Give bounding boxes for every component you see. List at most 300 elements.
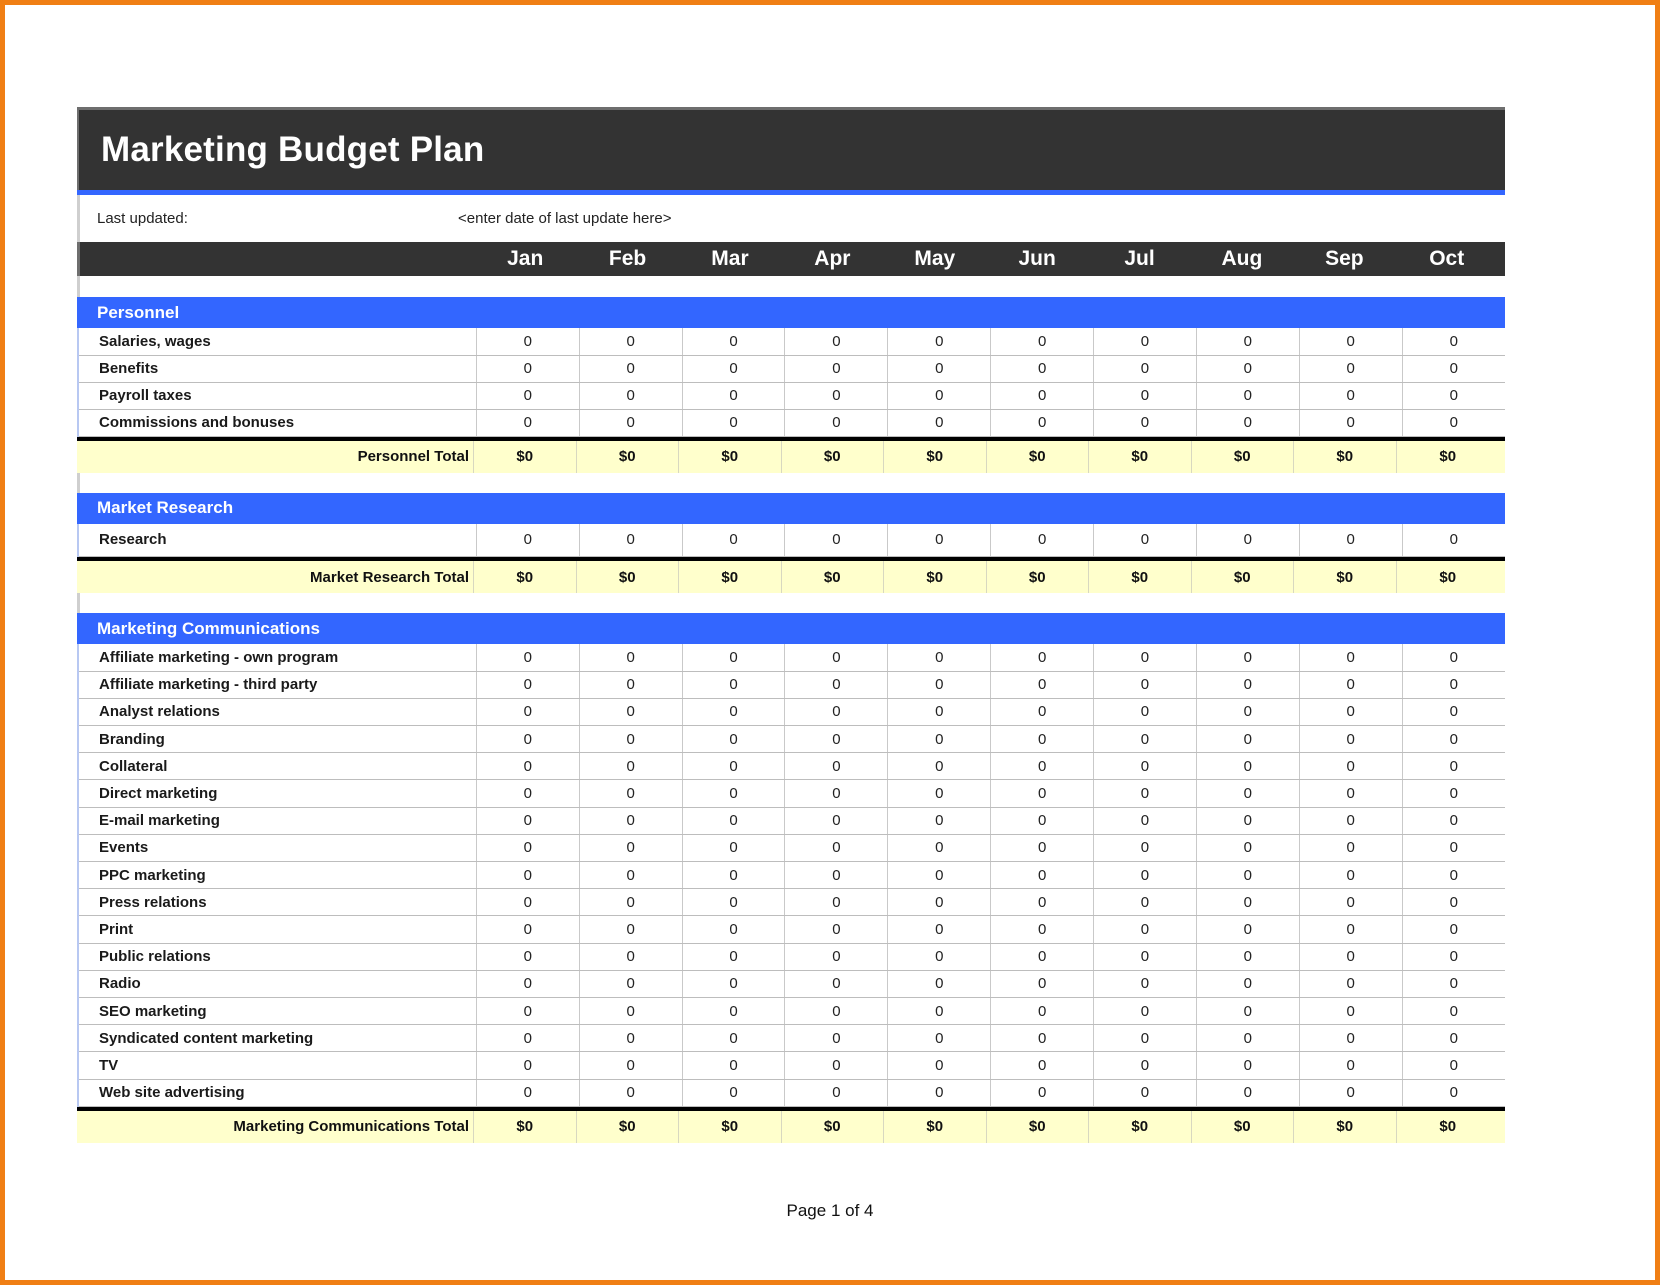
table-row <box>78 1025 1505 1052</box>
value-cell[interactable]: 0 <box>1402 862 1505 889</box>
table-row <box>78 671 1505 698</box>
value-cell[interactable]: 0 <box>888 889 991 916</box>
value-cell[interactable]: 0 <box>1196 328 1299 355</box>
table-row <box>78 834 1505 861</box>
total-cell: $0 <box>987 441 1090 473</box>
value-cell[interactable]: 0 <box>579 1025 682 1052</box>
table-row <box>78 943 1505 970</box>
value-cell[interactable]: 0 <box>1196 671 1299 698</box>
value-cell[interactable]: 0 <box>579 726 682 753</box>
value-cell[interactable]: 0 <box>1196 409 1299 436</box>
table-row <box>78 970 1505 997</box>
personnel-table <box>77 328 1505 437</box>
value-cell[interactable]: 0 <box>888 807 991 834</box>
row-label: Payroll taxes <box>78 382 476 409</box>
month-header-cell: Mar <box>711 247 749 270</box>
value-cell[interactable]: 0 <box>1299 698 1402 725</box>
value-cell[interactable]: 0 <box>476 698 579 725</box>
month-header-cell: Feb <box>608 247 647 270</box>
value-cell[interactable]: 0 <box>682 1025 785 1052</box>
value-cell[interactable]: 0 <box>1402 698 1505 725</box>
value-cell[interactable]: 0 <box>1094 834 1197 861</box>
total-cell: $0 <box>679 561 782 593</box>
value-cell[interactable]: 0 <box>1196 644 1299 671</box>
value-cell[interactable]: 0 <box>1402 382 1505 409</box>
value-cell[interactable]: 0 <box>682 916 785 943</box>
total-cell: $0 <box>474 441 577 473</box>
value-cell[interactable]: 0 <box>785 834 888 861</box>
total-label: Market Research Total <box>77 561 474 593</box>
value-cell[interactable]: 0 <box>1094 970 1197 997</box>
value-cell[interactable]: 0 <box>888 409 991 436</box>
total-cell: $0 <box>474 561 577 593</box>
value-cell[interactable]: 0 <box>1196 916 1299 943</box>
value-cell[interactable]: 0 <box>476 997 579 1024</box>
row-label: Salaries, wages <box>78 328 476 355</box>
value-cell[interactable]: 0 <box>682 328 785 355</box>
table-row <box>78 726 1505 753</box>
value-cell[interactable]: 0 <box>991 1025 1094 1052</box>
row-label: Syndicated content marketing <box>78 1025 476 1052</box>
value-cell[interactable]: 0 <box>1299 970 1402 997</box>
value-cell[interactable]: 0 <box>579 1079 682 1106</box>
total-label: Personnel Total <box>77 441 474 473</box>
value-cell[interactable]: 0 <box>1094 807 1197 834</box>
value-cell[interactable]: 0 <box>991 753 1094 780</box>
value-cell[interactable]: 0 <box>579 970 682 997</box>
value-cell[interactable]: 0 <box>579 807 682 834</box>
value-cell[interactable]: 0 <box>682 524 785 557</box>
value-cell[interactable]: 0 <box>476 753 579 780</box>
value-cell[interactable]: 0 <box>1196 807 1299 834</box>
month-header-cell: May <box>914 247 956 270</box>
value-cell[interactable]: 0 <box>888 970 991 997</box>
value-cell[interactable]: 0 <box>682 780 785 807</box>
value-cell[interactable]: 0 <box>1196 862 1299 889</box>
value-cell[interactable]: 0 <box>1299 943 1402 970</box>
last-updated-row <box>77 195 1505 242</box>
month-header-cell: Jun <box>1018 247 1056 270</box>
value-cell[interactable]: 0 <box>991 409 1094 436</box>
total-row-personnel <box>77 437 1505 473</box>
value-cell[interactable]: 0 <box>785 889 888 916</box>
row-label: Events <box>78 834 476 861</box>
row-label: PPC marketing <box>78 862 476 889</box>
total-cell: $0 <box>782 561 885 593</box>
value-cell[interactable]: 0 <box>1094 889 1197 916</box>
value-cell[interactable]: 0 <box>888 644 991 671</box>
value-cell[interactable]: 0 <box>785 780 888 807</box>
value-cell[interactable]: 0 <box>1402 524 1505 557</box>
value-cell[interactable]: 0 <box>476 862 579 889</box>
total-cell: $0 <box>1089 1111 1192 1143</box>
value-cell[interactable]: 0 <box>785 671 888 698</box>
value-cell[interactable]: 0 <box>888 726 991 753</box>
value-cell[interactable]: 0 <box>785 524 888 557</box>
value-cell[interactable]: 0 <box>682 834 785 861</box>
value-cell[interactable]: 0 <box>1402 807 1505 834</box>
row-label: E-mail marketing <box>78 807 476 834</box>
value-cell[interactable]: 0 <box>682 726 785 753</box>
value-cell[interactable]: 0 <box>682 862 785 889</box>
value-cell[interactable]: 0 <box>1196 997 1299 1024</box>
value-cell[interactable]: 0 <box>991 524 1094 557</box>
row-label: Benefits <box>78 355 476 382</box>
month-header-cell: Apr <box>814 247 851 270</box>
value-cell[interactable]: 0 <box>579 328 682 355</box>
value-cell[interactable]: 0 <box>1094 644 1197 671</box>
value-cell[interactable]: 0 <box>682 807 785 834</box>
value-cell[interactable]: 0 <box>1196 698 1299 725</box>
value-cell[interactable]: 0 <box>1094 916 1197 943</box>
value-cell[interactable]: 0 <box>1299 409 1402 436</box>
value-cell[interactable]: 0 <box>1299 671 1402 698</box>
value-cell[interactable]: 0 <box>888 834 991 861</box>
table-row <box>78 382 1505 409</box>
value-cell[interactable]: 0 <box>888 1079 991 1106</box>
value-cell[interactable]: 0 <box>1299 807 1402 834</box>
value-cell[interactable]: 0 <box>1196 834 1299 861</box>
budget-sheet <box>77 107 1505 1143</box>
value-cell[interactable]: 0 <box>1299 726 1402 753</box>
value-cell[interactable]: 0 <box>1196 382 1299 409</box>
value-cell[interactable]: 0 <box>1299 916 1402 943</box>
value-cell[interactable]: 0 <box>579 1052 682 1079</box>
value-cell[interactable]: 0 <box>1402 1025 1505 1052</box>
total-cell: $0 <box>987 561 1090 593</box>
value-cell[interactable]: 0 <box>476 1079 579 1106</box>
total-cell: $0 <box>884 561 987 593</box>
value-cell[interactable]: 0 <box>1402 834 1505 861</box>
value-cell[interactable]: 0 <box>476 807 579 834</box>
value-cell[interactable]: 0 <box>991 644 1094 671</box>
total-cell: $0 <box>782 441 885 473</box>
value-cell[interactable]: 0 <box>991 1079 1094 1106</box>
last-updated-value[interactable]: <enter date of last update here> <box>458 210 672 227</box>
value-cell[interactable]: 0 <box>1094 671 1197 698</box>
value-cell[interactable]: 0 <box>476 943 579 970</box>
value-cell[interactable]: 0 <box>785 1025 888 1052</box>
value-cell[interactable]: 0 <box>1402 671 1505 698</box>
value-cell[interactable]: 0 <box>888 862 991 889</box>
value-cell[interactable]: 0 <box>476 970 579 997</box>
value-cell[interactable]: 0 <box>1299 780 1402 807</box>
value-cell[interactable]: 0 <box>476 409 579 436</box>
row-label: Affiliate marketing - own program <box>78 644 476 671</box>
value-cell[interactable]: 0 <box>991 780 1094 807</box>
total-cell: $0 <box>782 1111 885 1143</box>
value-cell[interactable]: 0 <box>476 916 579 943</box>
value-cell[interactable]: 0 <box>991 726 1094 753</box>
value-cell[interactable]: 0 <box>991 970 1094 997</box>
value-cell[interactable]: 0 <box>991 997 1094 1024</box>
value-cell[interactable]: 0 <box>1094 409 1197 436</box>
value-cell[interactable]: 0 <box>1094 1025 1197 1052</box>
row-label: Press relations <box>78 889 476 916</box>
value-cell[interactable]: 0 <box>1094 753 1197 780</box>
value-cell[interactable]: 0 <box>1094 355 1197 382</box>
page-title: Marketing Budget Plan <box>101 130 485 169</box>
value-cell[interactable]: 0 <box>682 671 785 698</box>
value-cell[interactable]: 0 <box>476 1025 579 1052</box>
value-cell[interactable]: 0 <box>888 1025 991 1052</box>
value-cell[interactable]: 0 <box>991 1052 1094 1079</box>
table-row <box>78 916 1505 943</box>
value-cell[interactable]: 0 <box>1196 524 1299 557</box>
value-cell[interactable]: 0 <box>785 916 888 943</box>
value-cell[interactable]: 0 <box>888 780 991 807</box>
value-cell[interactable]: 0 <box>682 1079 785 1106</box>
value-cell[interactable]: 0 <box>476 328 579 355</box>
value-cell[interactable]: 0 <box>785 807 888 834</box>
value-cell[interactable]: 0 <box>1299 834 1402 861</box>
value-cell[interactable]: 0 <box>1299 1025 1402 1052</box>
total-cell: $0 <box>1294 561 1397 593</box>
value-cell[interactable]: 0 <box>1299 1052 1402 1079</box>
total-cell: $0 <box>679 1111 782 1143</box>
value-cell[interactable]: 0 <box>1299 753 1402 780</box>
value-cell[interactable]: 0 <box>785 409 888 436</box>
value-cell[interactable]: 0 <box>785 970 888 997</box>
title-bar <box>77 107 1505 190</box>
table-row <box>78 644 1505 671</box>
value-cell[interactable]: 0 <box>991 698 1094 725</box>
row-label: SEO marketing <box>78 997 476 1024</box>
value-cell[interactable]: 0 <box>579 997 682 1024</box>
value-cell[interactable]: 0 <box>991 889 1094 916</box>
value-cell[interactable]: 0 <box>1094 780 1197 807</box>
total-cell: $0 <box>1192 561 1295 593</box>
value-cell[interactable]: 0 <box>579 943 682 970</box>
table-row <box>78 997 1505 1024</box>
value-cell[interactable]: 0 <box>1196 753 1299 780</box>
value-cell[interactable]: 0 <box>476 889 579 916</box>
value-cell[interactable]: 0 <box>1402 1079 1505 1106</box>
value-cell[interactable]: 0 <box>1299 382 1402 409</box>
value-cell[interactable]: 0 <box>579 862 682 889</box>
value-cell[interactable]: 0 <box>785 382 888 409</box>
value-cell[interactable]: 0 <box>888 916 991 943</box>
value-cell[interactable]: 0 <box>991 328 1094 355</box>
value-cell[interactable]: 0 <box>1196 970 1299 997</box>
table-row <box>78 409 1505 436</box>
value-cell[interactable]: 0 <box>785 698 888 725</box>
value-cell[interactable]: 0 <box>991 807 1094 834</box>
total-cell: $0 <box>1192 1111 1295 1143</box>
total-cell: $0 <box>474 1111 577 1143</box>
value-cell[interactable]: 0 <box>476 355 579 382</box>
table-row <box>78 889 1505 916</box>
value-cell[interactable]: 0 <box>785 328 888 355</box>
value-cell[interactable]: 0 <box>682 753 785 780</box>
value-cell[interactable]: 0 <box>785 862 888 889</box>
value-cell[interactable]: 0 <box>1094 997 1197 1024</box>
value-cell[interactable]: 0 <box>1402 328 1505 355</box>
value-cell[interactable]: 0 <box>1196 1052 1299 1079</box>
section-spacer <box>77 276 1505 297</box>
value-cell[interactable]: 0 <box>682 1052 785 1079</box>
value-cell[interactable]: 0 <box>1299 889 1402 916</box>
value-cell[interactable]: 0 <box>888 1052 991 1079</box>
value-cell[interactable]: 0 <box>785 943 888 970</box>
value-cell[interactable]: 0 <box>888 753 991 780</box>
value-cell[interactable]: 0 <box>888 328 991 355</box>
value-cell[interactable]: 0 <box>1196 355 1299 382</box>
value-cell[interactable]: 0 <box>579 889 682 916</box>
value-cell[interactable]: 0 <box>991 916 1094 943</box>
value-cell[interactable]: 0 <box>1402 1052 1505 1079</box>
value-cell[interactable]: 0 <box>1094 1079 1197 1106</box>
value-cell[interactable]: 0 <box>785 355 888 382</box>
value-cell[interactable]: 0 <box>1402 970 1505 997</box>
value-cell[interactable]: 0 <box>1402 753 1505 780</box>
value-cell[interactable]: 0 <box>1196 1025 1299 1052</box>
total-cell: $0 <box>884 441 987 473</box>
value-cell[interactable]: 0 <box>476 644 579 671</box>
value-cell[interactable]: 0 <box>1196 1079 1299 1106</box>
table-row <box>78 524 1505 557</box>
value-cell[interactable]: 0 <box>682 644 785 671</box>
last-updated-label: Last updated: <box>97 210 188 227</box>
value-cell[interactable]: 0 <box>888 524 991 557</box>
month-header-cell: Jan <box>507 247 544 270</box>
value-cell[interactable]: 0 <box>888 943 991 970</box>
value-cell[interactable]: 0 <box>682 997 785 1024</box>
month-header-cell: Jul <box>1124 247 1155 270</box>
value-cell[interactable]: 0 <box>888 997 991 1024</box>
table-row <box>78 753 1505 780</box>
value-cell[interactable]: 0 <box>1299 524 1402 557</box>
total-cell: $0 <box>1439 1118 1457 1136</box>
value-cell[interactable]: 0 <box>682 409 785 436</box>
section-spacer <box>77 593 1505 613</box>
value-cell[interactable]: 0 <box>579 644 682 671</box>
value-cell[interactable]: 0 <box>1299 1079 1402 1106</box>
value-cell[interactable]: 0 <box>888 698 991 725</box>
value-cell[interactable]: 0 <box>1402 943 1505 970</box>
value-cell[interactable]: 0 <box>991 943 1094 970</box>
value-cell[interactable]: 0 <box>1196 889 1299 916</box>
value-cell[interactable]: 0 <box>1402 780 1505 807</box>
value-cell[interactable]: 0 <box>1094 943 1197 970</box>
value-cell[interactable]: 0 <box>991 382 1094 409</box>
month-header-row <box>77 242 1505 276</box>
value-cell[interactable]: 0 <box>579 355 682 382</box>
section-header-market-research: Market Research <box>77 493 1505 524</box>
value-cell[interactable]: 0 <box>888 382 991 409</box>
value-cell[interactable]: 0 <box>1299 328 1402 355</box>
value-cell[interactable]: 0 <box>682 382 785 409</box>
value-cell[interactable]: 0 <box>888 355 991 382</box>
value-cell[interactable]: 0 <box>1196 726 1299 753</box>
value-cell[interactable]: 0 <box>579 698 682 725</box>
value-cell[interactable]: 0 <box>579 834 682 861</box>
value-cell[interactable]: 0 <box>1094 698 1197 725</box>
value-cell[interactable]: 0 <box>888 671 991 698</box>
value-cell[interactable]: 0 <box>682 970 785 997</box>
value-cell[interactable]: 0 <box>1299 644 1402 671</box>
total-cell: $0 <box>987 1111 1090 1143</box>
value-cell[interactable]: 0 <box>1402 889 1505 916</box>
total-label: Marketing Communications Total <box>77 1111 474 1143</box>
value-cell[interactable]: 0 <box>579 524 682 557</box>
value-cell[interactable]: 0 <box>682 889 785 916</box>
value-cell[interactable]: 0 <box>476 726 579 753</box>
table-row <box>78 807 1505 834</box>
total-row-market-research <box>77 557 1505 593</box>
value-cell[interactable]: 0 <box>991 834 1094 861</box>
row-label: Commissions and bonuses <box>78 409 476 436</box>
value-cell[interactable]: 0 <box>1196 780 1299 807</box>
page-number: Page 1 of 4 <box>786 1201 874 1220</box>
value-cell[interactable]: 0 <box>785 753 888 780</box>
value-cell[interactable]: 0 <box>785 644 888 671</box>
total-cell: $0 <box>679 441 782 473</box>
value-cell[interactable]: 0 <box>1094 382 1197 409</box>
row-label: Branding <box>78 726 476 753</box>
value-cell[interactable]: 0 <box>1094 524 1197 557</box>
value-cell[interactable]: 0 <box>1196 943 1299 970</box>
table-row <box>78 780 1505 807</box>
value-cell[interactable]: 0 <box>1094 1052 1197 1079</box>
section-header-personnel: Personnel <box>77 297 1505 328</box>
value-cell[interactable]: 0 <box>785 1052 888 1079</box>
value-cell[interactable]: 0 <box>579 916 682 943</box>
value-cell[interactable]: 0 <box>1402 997 1505 1024</box>
value-cell[interactable]: 0 <box>682 355 785 382</box>
value-cell[interactable]: 0 <box>1299 355 1402 382</box>
value-cell[interactable]: 0 <box>991 355 1094 382</box>
value-cell[interactable]: 0 <box>682 943 785 970</box>
value-cell[interactable]: 0 <box>579 409 682 436</box>
value-cell[interactable]: 0 <box>1402 409 1505 436</box>
value-cell[interactable]: 0 <box>476 780 579 807</box>
value-cell[interactable]: 0 <box>785 997 888 1024</box>
value-cell[interactable]: 0 <box>1094 862 1197 889</box>
row-label: Research <box>78 524 476 557</box>
row-label: Web site advertising <box>78 1079 476 1106</box>
value-cell[interactable]: 0 <box>785 726 888 753</box>
table-row <box>78 698 1505 725</box>
value-cell[interactable]: 0 <box>1299 997 1402 1024</box>
value-cell[interactable]: 0 <box>1094 328 1197 355</box>
value-cell[interactable]: 0 <box>991 862 1094 889</box>
value-cell[interactable]: 0 <box>1402 644 1505 671</box>
value-cell[interactable]: 0 <box>991 671 1094 698</box>
value-cell[interactable]: 0 <box>1299 862 1402 889</box>
value-cell[interactable]: 0 <box>1402 355 1505 382</box>
value-cell[interactable]: 0 <box>476 524 579 557</box>
month-header-cell: Oct <box>1429 247 1465 270</box>
value-cell[interactable]: 0 <box>579 382 682 409</box>
value-cell[interactable]: 0 <box>476 382 579 409</box>
value-cell[interactable]: 0 <box>1402 916 1505 943</box>
row-label: Print <box>78 916 476 943</box>
total-cell: $0 <box>1439 568 1457 586</box>
value-cell[interactable]: 0 <box>579 671 682 698</box>
value-cell[interactable]: 0 <box>1094 726 1197 753</box>
value-cell[interactable]: 0 <box>579 780 682 807</box>
value-cell[interactable]: 0 <box>579 753 682 780</box>
value-cell[interactable]: 0 <box>682 698 785 725</box>
value-cell[interactable]: 0 <box>476 834 579 861</box>
value-cell[interactable]: 0 <box>476 1052 579 1079</box>
value-cell[interactable]: 0 <box>476 671 579 698</box>
total-row-marketing-communications <box>77 1107 1505 1143</box>
value-cell[interactable]: 0 <box>1402 726 1505 753</box>
value-cell[interactable]: 0 <box>785 1079 888 1106</box>
total-cell: $0 <box>884 1111 987 1143</box>
